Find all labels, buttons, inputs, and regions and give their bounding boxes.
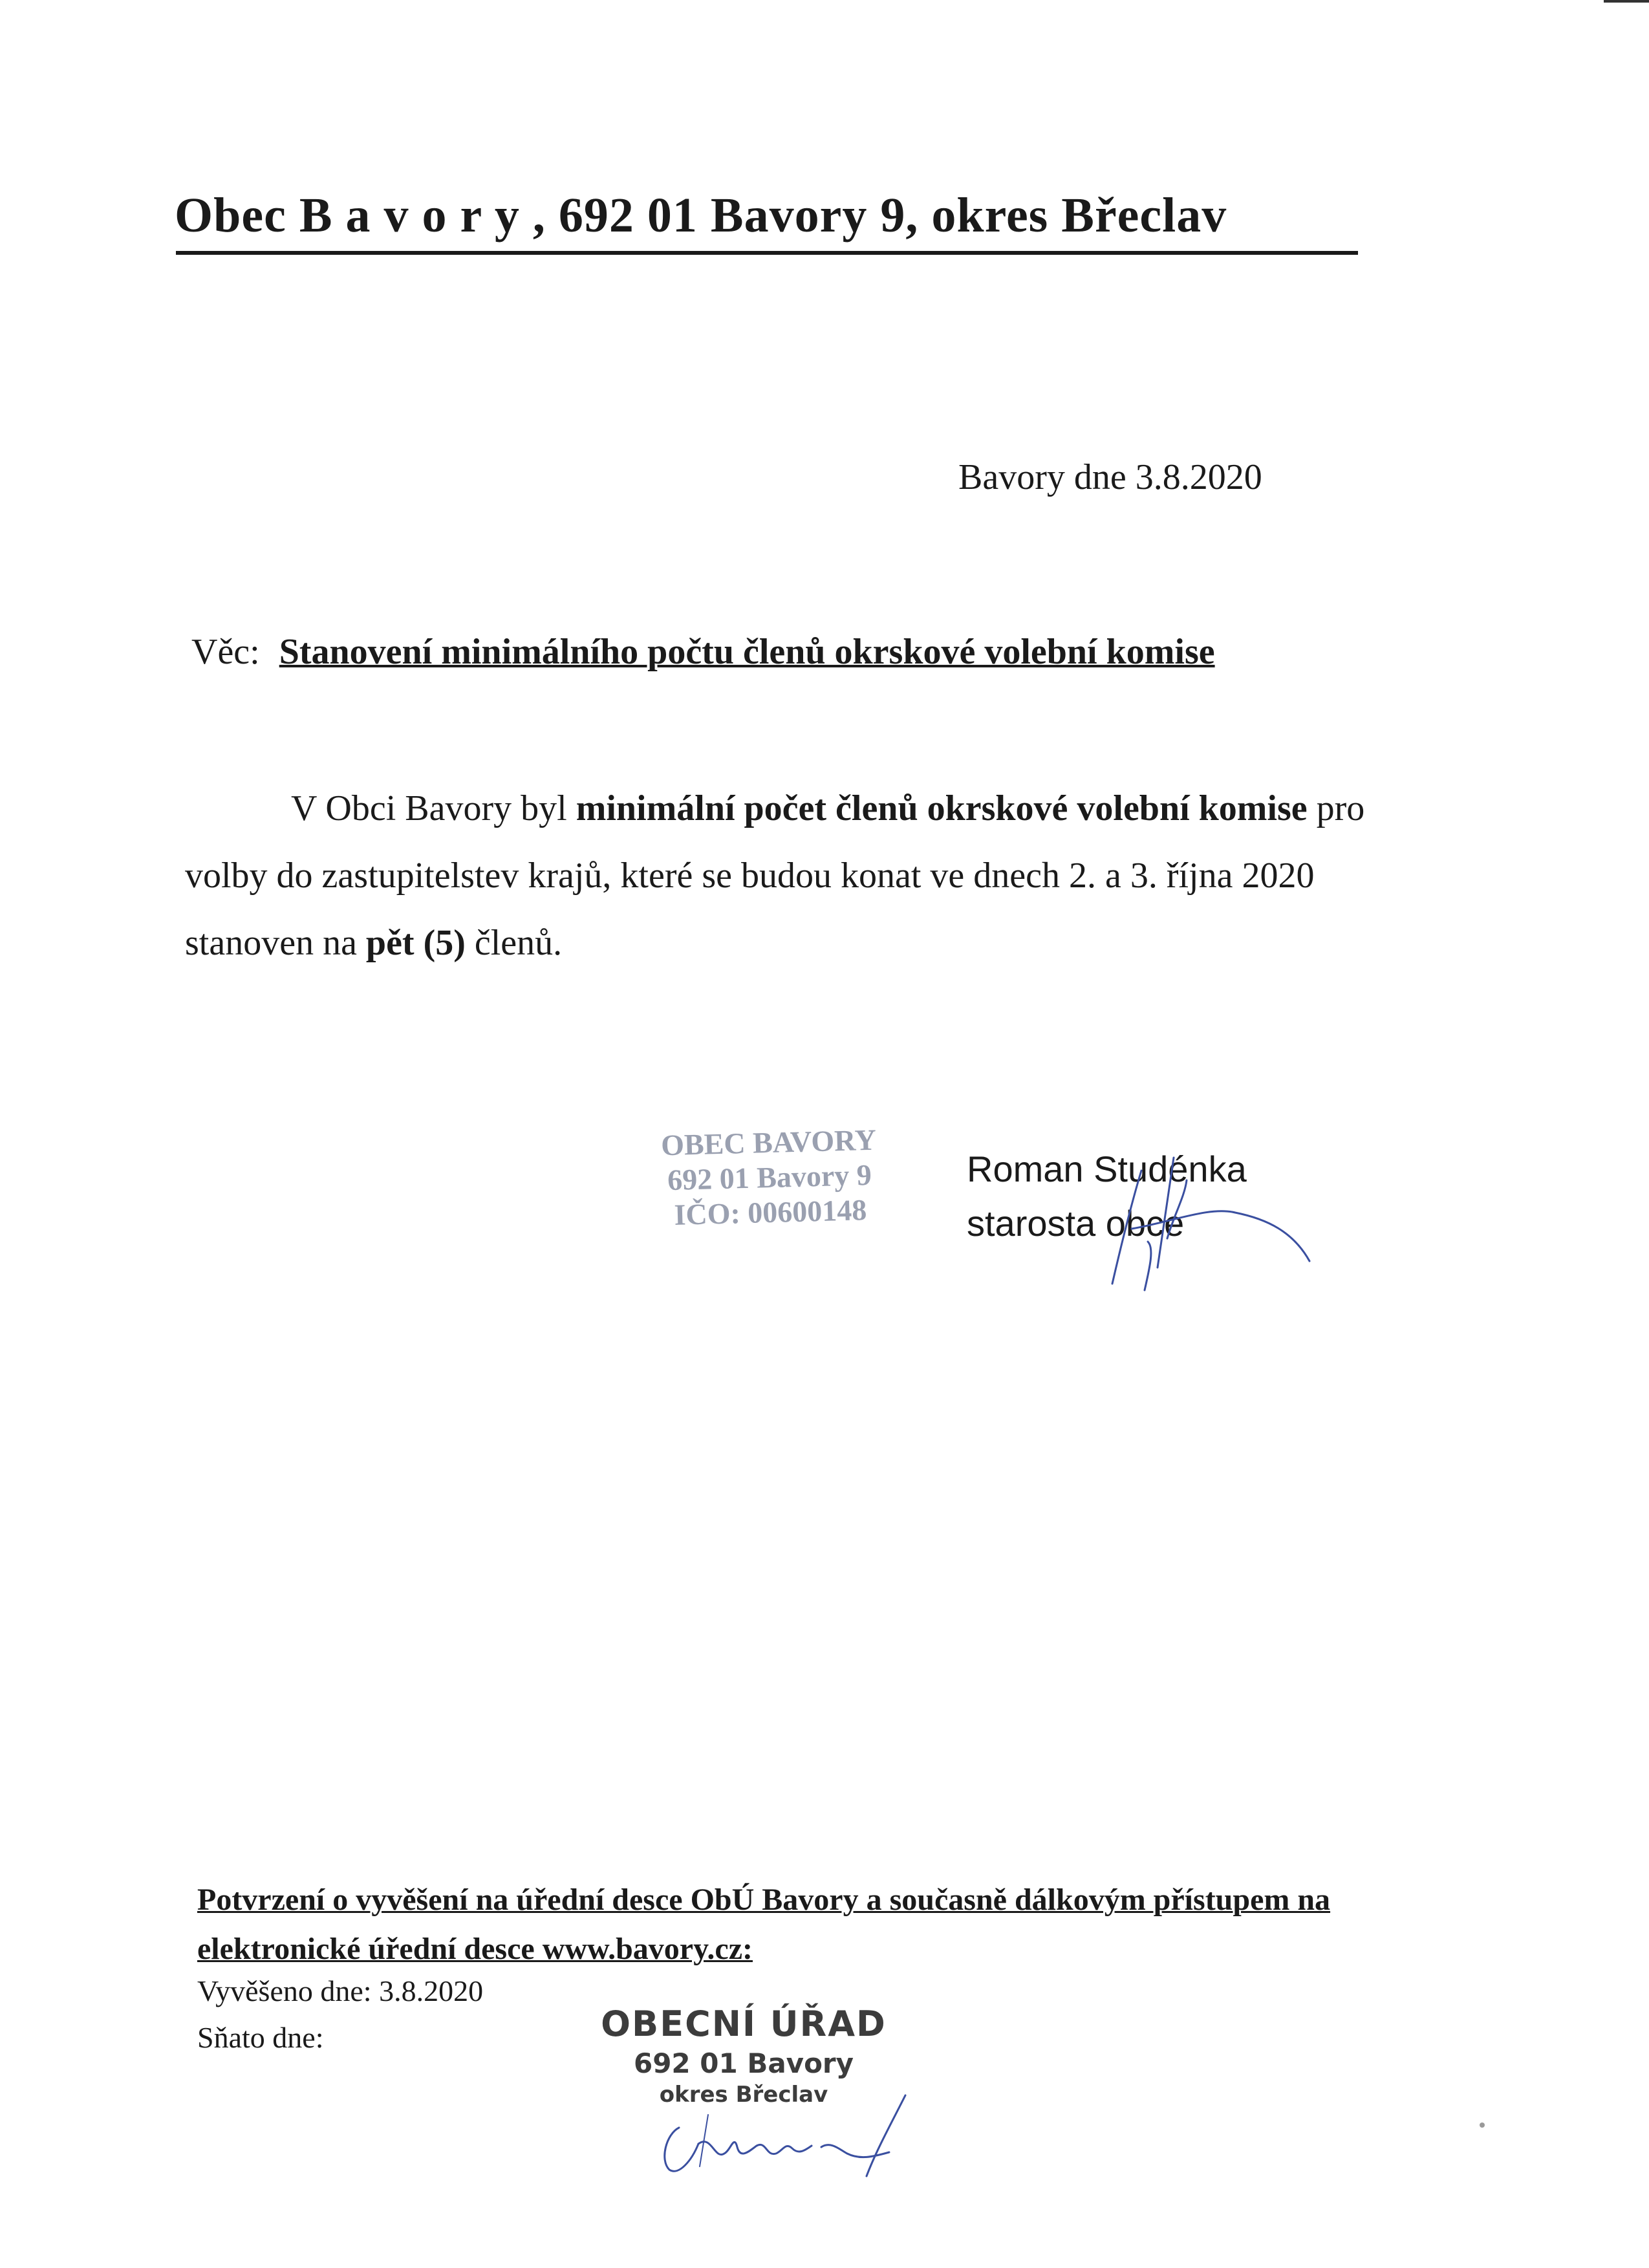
body-text-3: členů. [465,923,563,963]
posting-confirmation-title: Potvrzení o vyvěšení na úřední desce ObÚ Bavory a současně dálkovým přístupem na elektronické úřední desce www.bavory.cz: [197,1883,1331,1966]
header-underline [176,251,1358,255]
body-bold-2: pět (5) [365,923,466,963]
scan-edge-mark [1604,0,1649,3]
body-text-2: pro volby do zastupitelstev krajů, které se budou konat ve dnech 2. a 3. října 2020 stanoven na [185,788,1365,963]
removed-row [197,2020,323,2055]
posted-date: 3.8.2020 [379,1974,484,2007]
office-stamp-line1: OBECNÍ ÚŘAD [601,2003,887,2044]
office-stamp-line3: okres Břeclav [659,2082,828,2108]
header-title: Obec B a v o r y , 692 01 Bavory 9, okres Břeclav [175,188,1227,243]
municipality-stamp-line1: OBEC BAVORY [660,1123,877,1162]
subject-label: Věc: [191,632,260,672]
subject-text: Stanovení minimálního počtu členů okrskové volební komise [279,632,1215,672]
scan-speck [1480,2122,1485,2128]
office-stamp-line2: 692 01 Bavory [633,2047,854,2079]
posted-row [197,1974,483,2008]
clerk-signature [653,2089,925,2186]
body-text-1: V Obci Bavory byl [291,788,576,828]
removed-label: Sňato dne: [197,2021,324,2054]
signer-name: Roman Studénka [967,1149,1247,1189]
body-paragraph [185,775,1381,977]
signer-role: starosta obce [967,1203,1185,1244]
municipality-stamp-line3: IČO: 00600148 [673,1193,867,1231]
municipality-stamp-line2: 692 01 Bavory 9 [667,1158,872,1197]
posted-label: Vyvěšeno dne: [197,1974,372,2007]
subject-line [191,631,1215,673]
date-line: Bavory dne 3.8.2020 [958,457,1262,497]
mayor-signature [1035,1145,1358,1313]
municipality-stamp [626,1121,913,1233]
body-bold-1: minimální počet členů okrskové volební komise [576,788,1308,828]
posting-confirmation [197,1875,1426,1974]
